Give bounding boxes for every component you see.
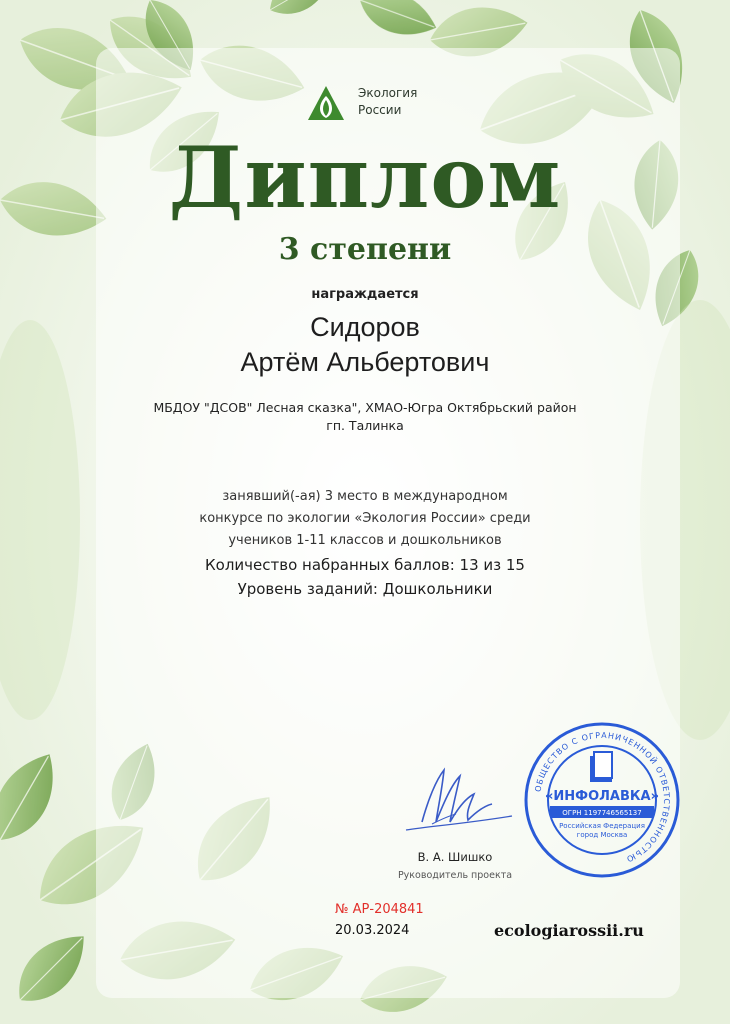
issue-date: 20.03.2024 (335, 923, 410, 938)
recipient-surname: Сидоров (310, 312, 420, 342)
logo-line-1: Экология (358, 86, 418, 100)
ecology-russia-logo (304, 82, 434, 124)
score-line: Количество набранных баллов: 13 из 15 (205, 556, 525, 574)
stamp-brand: «ИНФОЛАВКА» (545, 789, 659, 804)
description-line-1: занявший(-ая) 3 место в международном (222, 489, 508, 504)
stamp-country: Российская Федерация (559, 822, 645, 830)
description-line-3: учеников 1-11 классов и дошкольников (228, 533, 502, 548)
stamp-ogrn: ОГРН 1197746565137 (562, 809, 642, 817)
signatory-name: В. А. Шишко (417, 850, 493, 864)
awarded-label: награждается (311, 287, 419, 302)
company-stamp (522, 720, 682, 880)
description-line-2: конкурсе по экологии «Экология России» среди (199, 511, 531, 526)
level-line: Уровень заданий: Дошкольники (237, 580, 493, 598)
website-link[interactable]: ecologiarossii.ru (494, 921, 644, 940)
signatory-role: Руководитель проекта (397, 870, 513, 881)
leaf-logo-icon (304, 84, 348, 124)
organization: МБДОУ "ДСОВ" Лесная сказка", ХМАО-Югра Октябрьский район гп. Талинка (153, 400, 577, 433)
signature (392, 750, 522, 842)
diploma-number: № АР-204841 (335, 902, 424, 917)
recipient-given-names: Артём Альбертович (240, 347, 490, 377)
stamp-ring-text: ОБЩЕСТВО С ОГРАНИЧЕННОЙ ОТВЕТСТВЕННОСТЬЮ (533, 730, 672, 864)
diploma-degree: 3 степени (278, 232, 452, 267)
logo-line-2: России (358, 103, 402, 117)
achievement-description (150, 486, 580, 552)
diploma-title: Диплом (168, 128, 562, 227)
stamp-city: город Москва (576, 831, 628, 839)
